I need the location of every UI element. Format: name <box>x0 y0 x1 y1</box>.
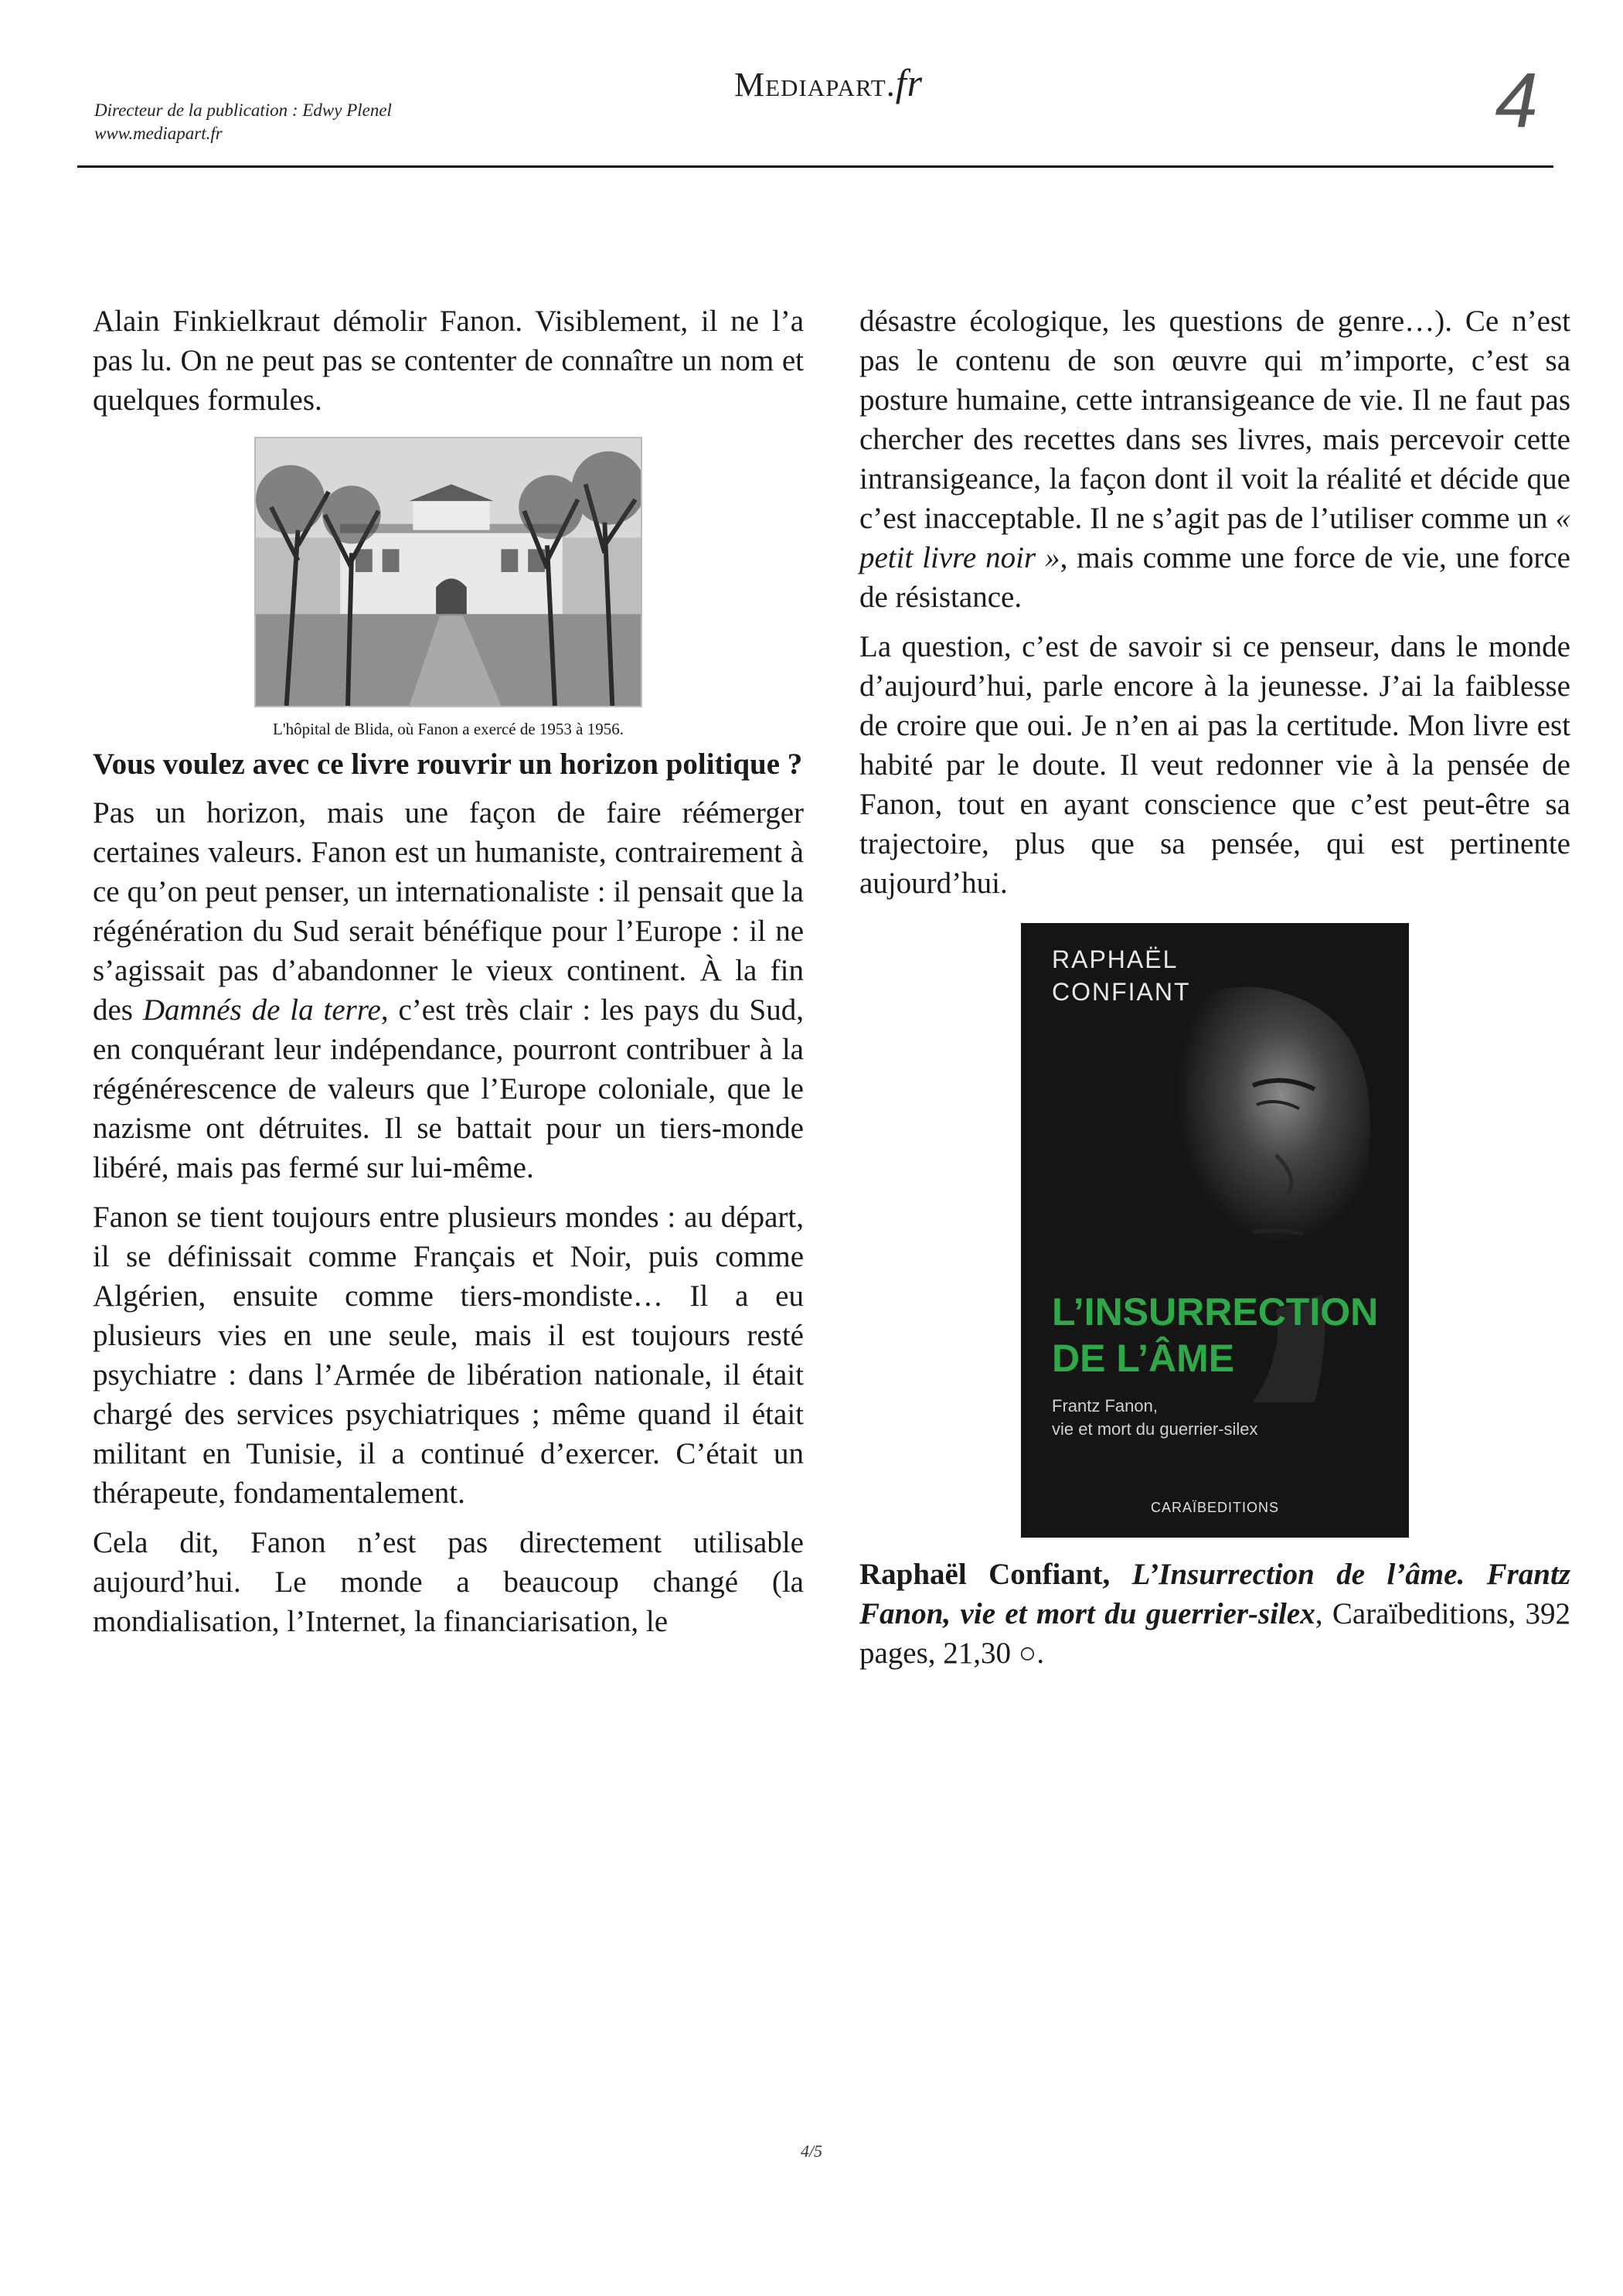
paragraph-horizon <box>93 793 804 1187</box>
mediapart-logo[interactable] <box>734 60 923 105</box>
cover-title-line2: DE L’ÂME <box>1052 1337 1235 1380</box>
interview-question: Vous voulez avec ce livre rouvrir un horizon politique ? <box>93 748 803 781</box>
right-column <box>859 301 1570 1673</box>
logo-suffix: fr <box>895 61 924 104</box>
cover-author-line1: RAPHAËL <box>1052 945 1179 973</box>
paragraph-jeunesse: La question, c’est de savoir si ce penseur, dans le monde d’aujourd’hui, parle encore à la jeunesse. J’ai la faiblesse de croire que oui. Je n’en ai pas la certitude. Mon livre est habité par le doute. Il veut redonner vie à la pensée de Fanon, tout en ayant conscience que c’est peut-être sa trajectoire, plus que sa pensée, qui est pertinente aujourd’hui. <box>859 630 1570 900</box>
paragraph-horizon-part2: , c’est très clair : les pays du Sud, en conquérant leur indépendance, pourront contribuer à la régénérescence de valeurs que l’Europe coloniale, que le nazisme ont détruites. Il se battait pour un tiers-monde libéré, mais pas fermé sur lui-même. <box>93 993 804 1184</box>
photo-caption: L'hôpital de Blida, où Fanon a exercé de 1953 à 1956. <box>273 720 624 738</box>
hospital-figure <box>93 437 804 740</box>
logo-main: Mediapart. <box>734 66 896 104</box>
header-divider <box>77 165 1553 168</box>
book-author: Raphaël Confiant, <box>859 1558 1132 1591</box>
cover-subtitle-line1: Frantz Fanon, <box>1052 1396 1158 1415</box>
paragraph-posture <box>859 301 1570 617</box>
director-line: Directeur de la publication : Edwy Plenel <box>94 100 392 120</box>
paragraph-horizon-part1: Pas un horizon, mais une façon de faire réémerger certaines valeurs. Fanon est un humaniste, contrairement à ce qu’on peut penser, un internationaliste : il pensait que la régénération du Sud serait bénéfique pour l’Europe : il ne s’agissait pas d’abandonner le vieux continent. À la fin des <box>93 796 804 1027</box>
paragraph-posture-part2: , mais comme une force de vie, une force de résistance. <box>859 541 1570 614</box>
damnes-title: Damnés de la terre <box>142 993 381 1027</box>
book-reference <box>859 1555 1570 1673</box>
cover-subtitle-line2: vie et mort du guerrier-silex <box>1052 1419 1258 1439</box>
site-url[interactable]: www.mediapart.fr <box>94 124 223 143</box>
book-title: L’Insurrection de l’âme. Frantz Fanon, vie et mort du guerrier-silex <box>859 1558 1571 1630</box>
paragraph-intro: Alain Finkielkraut démolir Fanon. Visiblement, il ne l’a pas lu. On ne peut pas se contenter de connaître un nom et quelques formules. <box>93 305 804 417</box>
book-cover[interactable] <box>1021 923 1409 1538</box>
hospital-photo <box>254 437 642 707</box>
cover-author-line2: CONFIANT <box>1052 978 1191 1006</box>
page-number: 4 <box>1495 57 1538 144</box>
paragraph-mondes: Fanon se tient toujours entre plusieurs mondes : au départ, il se définissait comme Français et Noir, puis comme Algérien, ensuite comme tiers-mondiste… Il a eu plusieurs vies en une seule, mais il est toujours resté psychiatre : dans l’Armée de libération nationale, il était chargé des services psychiatriques ; même quand il était militant en Tunisie, il a continué d’exercer. C’était un thérapeute, fondamentalement. <box>93 1201 804 1510</box>
book-details: , Caraïbeditions, 392 pages, 21,30 ○. <box>859 1597 1570 1670</box>
publication-info <box>94 99 392 145</box>
cover-publisher: CARAÏBEDITIONS <box>1150 1500 1280 1515</box>
paragraph-utilisable: Cela dit, Fanon n’est pas directement utilisable aujourd’hui. Le monde a beaucoup changé (la mondialisation, l’Internet, la financiarisation, le <box>93 1526 804 1638</box>
left-column <box>93 301 804 1651</box>
cover-title-line1: L’INSURRECTION <box>1052 1290 1379 1334</box>
petit-livre-noir-quote: « petit livre noir » <box>859 502 1570 574</box>
page-pagination: 4/5 <box>800 2141 823 2161</box>
paragraph-posture-part1: désastre écologique, les questions de genre…). Ce n’est pas le contenu de son œuvre qui m’importe, c’est sa posture humaine, cette intransigeance de vie. Il ne faut pas chercher des recettes dans ses livres, mais percevoir cette intransigeance, la façon dont il voit la réalité et décide que c’est inacceptable. Il ne s’agit pas de l’utiliser comme un <box>859 305 1570 535</box>
